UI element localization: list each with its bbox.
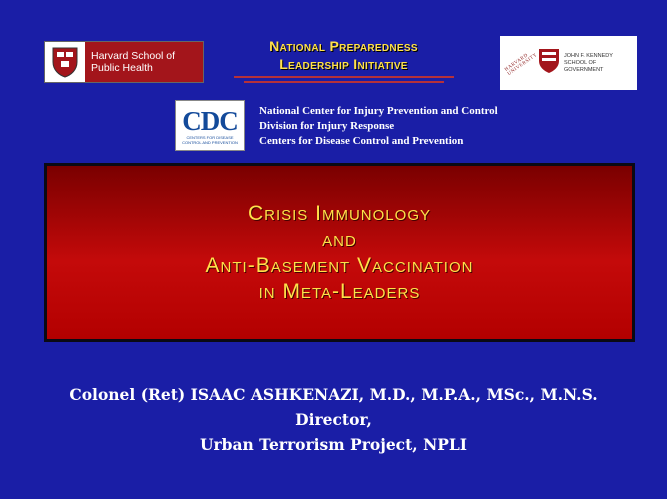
cdc-line-1: National Center for Injury Prevention and Control	[259, 105, 498, 117]
npli-line2: Leadership Initiative	[279, 56, 408, 72]
cdc-logo	[175, 100, 245, 151]
author-role: Director,	[295, 410, 372, 429]
title-line-1: Crisis Immunology	[247, 201, 431, 225]
hks-wordmark	[564, 53, 637, 74]
header-rule-top	[234, 76, 454, 78]
npli-header	[205, 37, 482, 83]
veritas-shield-icon	[45, 42, 85, 82]
hks-line2: SCHOOL OF GOVERNMENT	[564, 59, 604, 73]
hsph-line1: Harvard School of	[91, 50, 176, 62]
presentation-title	[206, 201, 474, 305]
cdc-line-2: Division for Injury Response	[259, 120, 395, 132]
kennedy-shield-icon	[538, 48, 560, 78]
header-rule-bottom	[244, 81, 444, 83]
author-project: Urban Terrorism Project, NPLI	[199, 435, 468, 454]
cdc-sub2: CONTROL AND PREVENTION	[182, 139, 238, 145]
cdc-affiliation	[259, 104, 498, 149]
cdc-sub1: CENTERS FOR DISEASE	[186, 134, 234, 140]
hks-line1: JOHN F. KENNEDY	[564, 52, 613, 59]
title-box	[44, 163, 635, 342]
title-line-2: and	[322, 227, 357, 251]
cdc-mark: CDC	[182, 105, 238, 136]
hsph-wordmark	[85, 42, 203, 82]
hks-logo	[500, 36, 637, 90]
author-name: Colonel (Ret) ISAAC ASHKENAZI, M.D., M.P.A., MSc., M.N.S.	[69, 385, 598, 404]
title-line-3: Anti-Basement Vaccination	[205, 253, 474, 277]
hsph-logo	[44, 41, 204, 83]
title-line-4: in Meta-Leaders	[258, 279, 421, 303]
hsph-line2: Public Health	[91, 62, 153, 74]
author-block	[0, 382, 667, 457]
npli-line1: National Preparedness	[269, 38, 418, 54]
hks-tag: HARVARD UNIVERSITY	[504, 52, 539, 77]
cdc-line-3: Centers for Disease Control and Prevention	[259, 135, 464, 147]
